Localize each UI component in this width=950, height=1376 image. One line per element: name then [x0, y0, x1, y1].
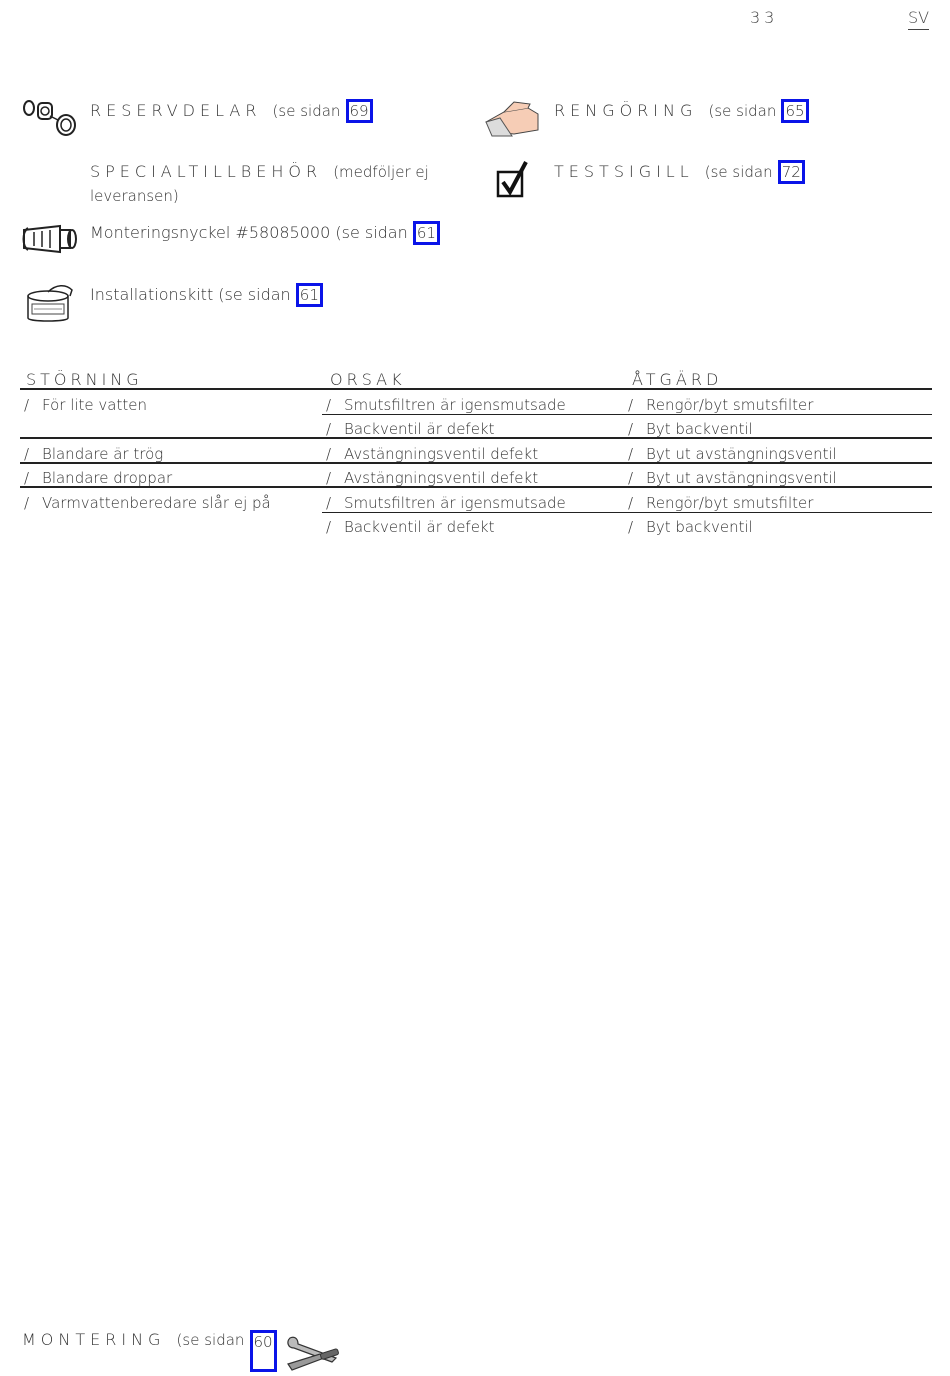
test-seal-heading: [554, 160, 805, 184]
table-cell-orsak: / Backventil är defekt: [326, 420, 495, 438]
spare-parts-title: RESERVDELAR: [90, 101, 262, 120]
group-divider: [20, 462, 932, 464]
table-cell-storning: / Varmvattenberedare slår ej på: [24, 494, 271, 512]
installation-kit-page-link[interactable]: 61: [296, 283, 323, 307]
special-accessories-title: SPECIALTILLBEHÖR: [90, 162, 323, 181]
test-seal-title: TESTSIGILL: [554, 162, 694, 181]
mounting-key-icon: [20, 220, 78, 260]
mounting-heading: [22, 1330, 277, 1372]
cleaning-note: (se sidan: [708, 102, 777, 120]
column-header-storning: STÖRNING: [26, 370, 143, 389]
group-divider: [20, 437, 932, 439]
test-seal-page-link[interactable]: 72: [778, 160, 805, 184]
table-cell-atgard: / Rengör/byt smutsfilter: [628, 494, 814, 512]
mounting-page-link[interactable]: 60: [250, 1330, 277, 1372]
table-cell-orsak: / Smutsfiltren är igensmutsade: [326, 494, 566, 512]
table-cell-atgard: / Byt backventil: [628, 518, 753, 536]
table-cell-atgard: / Rengör/byt smutsfilter: [628, 396, 814, 414]
mounting-note: (se sidan: [176, 1331, 245, 1349]
table-cell-orsak: / Smutsfiltren är igensmutsade: [326, 396, 566, 414]
column-header-atgard: ÅTGÄRD: [632, 370, 723, 389]
installation-kit-line: [90, 283, 323, 307]
header-divider: [20, 388, 932, 390]
mounting-key-line: [90, 221, 440, 245]
special-accessories-heading: [90, 160, 450, 208]
spare-parts-page-link[interactable]: 69: [346, 99, 373, 123]
row-divider: [322, 414, 932, 415]
cleaning-page-link[interactable]: 65: [781, 99, 808, 123]
cleaning-heading: [554, 99, 809, 123]
page-number: 33: [750, 8, 779, 27]
mounting-key-text: Monteringsnyckel #58085000 (se sidan: [90, 223, 408, 242]
table-cell-storning: / För lite vatten: [24, 396, 147, 414]
table-cell-orsak: / Avstängningsventil defekt: [326, 445, 539, 463]
row-divider: [322, 512, 932, 513]
column-header-orsak: ORSAK: [330, 370, 406, 389]
table-cell-storning: / Blandare droppar: [24, 469, 173, 487]
language-code: SV: [908, 8, 929, 30]
cleaning-title: RENGÖRING: [554, 101, 698, 120]
table-cell-atgard: / Byt ut avstängningsventil: [628, 445, 837, 463]
table-cell-orsak: / Avstängningsventil defekt: [326, 469, 539, 487]
test-seal-note: (se sidan: [704, 163, 773, 181]
cleaning-hand-icon: [484, 96, 542, 138]
spare-parts-icon: [20, 96, 78, 138]
special-accessories-note-cont: leveransen): [90, 187, 179, 205]
putty-can-icon: [24, 282, 74, 324]
group-divider: [20, 486, 932, 488]
table-cell-storning: / Blandare är trög: [24, 445, 164, 463]
mounting-title: MONTERING: [22, 1330, 166, 1349]
tools-icon: [284, 1332, 342, 1372]
installation-kit-text: Installationskitt (se sidan: [90, 285, 291, 304]
checkbox-icon: [496, 160, 530, 200]
special-accessories-note: (medföljer ej: [333, 163, 429, 181]
mounting-key-page-link[interactable]: 61: [413, 221, 440, 245]
table-cell-atgard: / Byt ut avstängningsventil: [628, 469, 837, 487]
table-cell-orsak: / Backventil är defekt: [326, 518, 495, 536]
spare-parts-heading: [90, 99, 373, 123]
table-cell-atgard: / Byt backventil: [628, 420, 753, 438]
spare-parts-note: (se sidan: [272, 102, 341, 120]
